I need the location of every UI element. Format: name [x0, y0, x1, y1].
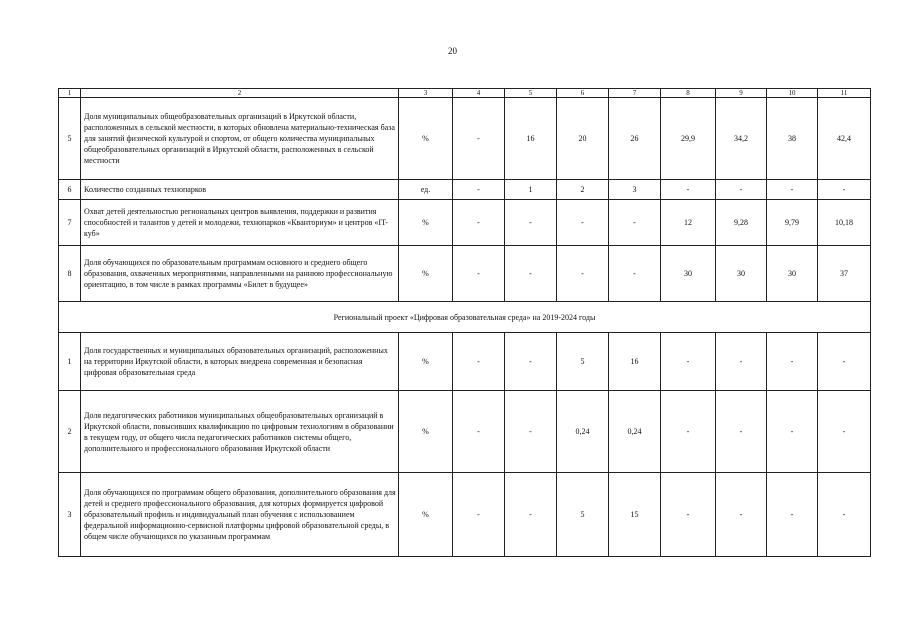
section-row	[59, 302, 871, 333]
row-number: 2	[59, 391, 81, 473]
unit-cell: %	[399, 473, 453, 557]
value-cell: -	[661, 473, 716, 557]
value-cell: -	[716, 391, 767, 473]
value-cell: -	[767, 180, 818, 200]
unit-cell: %	[399, 333, 453, 391]
indicator-name: Доля государственных и муниципальных образовательных организаций, расположенных на территории Иркутской области, в которых внедрена современная и безопасная цифровая образовательная среда	[81, 333, 399, 391]
row-number: 7	[59, 200, 81, 246]
value-cell: 1	[505, 180, 557, 200]
value-cell: -	[505, 333, 557, 391]
table-row	[59, 98, 871, 180]
indicator-name: Доля обучающихся по программам общего образования, дополнительного образования для детей и среднего профессионального образования, для которых формируется цифровой образовательный профиль и индивидуальный план обучения с использованием федеральной информационно-сервисной платформы цифровой образовательной среды, в общем числе обучающихся по указанным программам	[81, 473, 399, 557]
column-number: 4	[453, 89, 505, 98]
row-number: 5	[59, 98, 81, 180]
unit-cell: ед.	[399, 180, 453, 200]
value-cell: -	[505, 391, 557, 473]
value-cell: -	[661, 180, 716, 200]
value-cell: -	[505, 473, 557, 557]
indicator-name: Доля обучающихся по образовательным программам основного и среднего общего образования, охваченных мероприятиями, направленными на раннюю профессиональную ориентацию, в том числе в рамках программы «Билет в будущее»	[81, 246, 399, 302]
value-cell: 3	[609, 180, 661, 200]
unit-cell: %	[399, 246, 453, 302]
value-cell: 16	[505, 98, 557, 180]
value-cell: -	[716, 473, 767, 557]
value-cell: 37	[818, 246, 871, 302]
indicator-name: Охват детей деятельностью региональных центров выявления, поддержки и развития способностей и талантов у детей и молодежи, технопарков «Кванториум» и центров «IT-куб»	[81, 200, 399, 246]
value-cell: 9,79	[767, 200, 818, 246]
value-cell: 16	[609, 333, 661, 391]
table-row	[59, 473, 871, 557]
value-cell: 12	[661, 200, 716, 246]
value-cell: -	[453, 473, 505, 557]
value-cell: -	[453, 333, 505, 391]
value-cell: -	[818, 473, 871, 557]
value-cell: -	[767, 391, 818, 473]
column-number: 1	[59, 89, 81, 98]
unit-cell: %	[399, 200, 453, 246]
indicator-name: Доля муниципальных общеобразовательных организаций в Иркутской области, расположенных в сельской местности, в которых обновлена материально-техническая база для занятий физической культурой и спортом, от общего количества муниципальных общеобразовательных организаций в Иркутской области, расположенных в сельской местности	[81, 98, 399, 180]
value-cell: 30	[661, 246, 716, 302]
column-number: 8	[661, 89, 716, 98]
column-number: 2	[81, 89, 399, 98]
value-cell: -	[505, 246, 557, 302]
section-title: Региональный проект «Цифровая образовательная среда» на 2019-2024 годы	[59, 302, 871, 333]
row-number: 6	[59, 180, 81, 200]
value-cell: -	[767, 473, 818, 557]
column-number: 6	[557, 89, 609, 98]
table-row	[59, 200, 871, 246]
indicator-name: Количество созданных технопарков	[81, 180, 399, 200]
value-cell: -	[453, 200, 505, 246]
value-cell: -	[818, 180, 871, 200]
row-number: 1	[59, 333, 81, 391]
indicators-table	[58, 88, 871, 557]
table-row	[59, 180, 871, 200]
column-number: 5	[505, 89, 557, 98]
value-cell: -	[661, 391, 716, 473]
value-cell: 42,4	[818, 98, 871, 180]
column-number: 3	[399, 89, 453, 98]
value-cell: -	[453, 180, 505, 200]
value-cell: 10,18	[818, 200, 871, 246]
value-cell: 20	[557, 98, 609, 180]
table-row	[59, 246, 871, 302]
row-number: 3	[59, 473, 81, 557]
value-cell: 30	[716, 246, 767, 302]
value-cell: -	[453, 98, 505, 180]
indicator-name: Доля педагогических работников муниципальных общеобразовательных организаций в Иркутской области, повысивших квалификацию по цифровым технологиям в образовании в текущем году, от общего числа педагогических работников системы общего, дополнительного и профессионального образования Иркутской области	[81, 391, 399, 473]
page-number: 20	[448, 46, 457, 56]
table-row	[59, 391, 871, 473]
value-cell: -	[818, 391, 871, 473]
value-cell: -	[609, 246, 661, 302]
value-cell: -	[557, 246, 609, 302]
value-cell: 30	[767, 246, 818, 302]
column-number: 9	[716, 89, 767, 98]
unit-cell: %	[399, 391, 453, 473]
row-number: 8	[59, 246, 81, 302]
value-cell: -	[453, 246, 505, 302]
value-cell: -	[661, 333, 716, 391]
value-cell: -	[557, 200, 609, 246]
value-cell: 2	[557, 180, 609, 200]
header-row	[59, 89, 871, 98]
column-number: 7	[609, 89, 661, 98]
value-cell: 29,9	[661, 98, 716, 180]
value-cell: 38	[767, 98, 818, 180]
value-cell: 0,24	[557, 391, 609, 473]
unit-cell: %	[399, 98, 453, 180]
value-cell: -	[716, 333, 767, 391]
value-cell: -	[716, 180, 767, 200]
value-cell: 15	[609, 473, 661, 557]
value-cell: 5	[557, 473, 609, 557]
value-cell: 0,24	[609, 391, 661, 473]
value-cell: -	[818, 333, 871, 391]
value-cell: 9,28	[716, 200, 767, 246]
value-cell: 26	[609, 98, 661, 180]
value-cell: 34,2	[716, 98, 767, 180]
column-number: 11	[818, 89, 871, 98]
table-row	[59, 333, 871, 391]
value-cell: 5	[557, 333, 609, 391]
value-cell: -	[453, 391, 505, 473]
value-cell: -	[609, 200, 661, 246]
column-number: 10	[767, 89, 818, 98]
value-cell: -	[767, 333, 818, 391]
value-cell: -	[505, 200, 557, 246]
